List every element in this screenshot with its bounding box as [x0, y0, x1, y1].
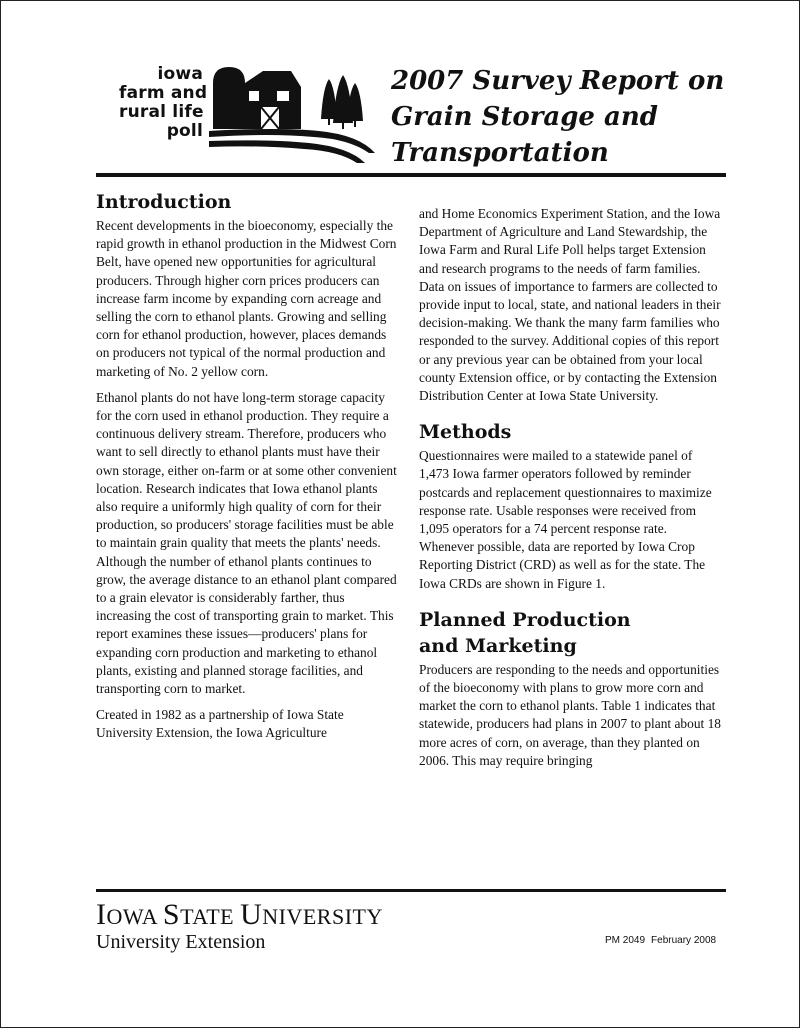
right-column — [419, 187, 722, 778]
farm-logo-icon — [209, 57, 379, 163]
report-title-line: Grain Storage and — [391, 102, 658, 132]
wordmark-part: OWA — [106, 904, 163, 929]
university-extension-label: University Extension — [96, 931, 266, 953]
poll-logo-line: farm and — [119, 83, 208, 103]
poll-logo-line: iowa — [157, 64, 203, 84]
poll-logo-text — [119, 64, 208, 141]
intro-paragraph: Ethanol plants do not have long-term storage capacity for the corn used in ethanol production. They require a continuous delivery stream. Therefore, producers who want to sell directly to ethanol plants must have their own storage, either on-farm or at some other convenient location. Research indicates that Iowa ethanol plants also require a uniformly high quality of corn for their production, so producers' storage facilities must be able to maintain grain quality that meets the plants' needs. Although the number of ethanol plants continues to grow, the average distance to an ethanol plant compared to a grain elevator is considerably farther, thus increasing the cost of transporting grain to market. This report examines these issues—producers' plans for expanding corn production and marketing to ethanol plants, existing and planned storage facilities, and transporting corn to market. — [96, 389, 397, 697]
publication-number: PM 2049 — [605, 935, 646, 946]
wordmark-part: U — [240, 898, 263, 931]
report-title-line: 2007 Survey Report on — [391, 66, 725, 96]
intro-paragraph: Recent developments in the bioeconomy, especially the rapid growth in ethanol production in the Midwest Corn Belt, have opened new opportunities for agricultural producers. Through higher corn prices producers can increase farm income by expanding corn acreage and selling the corn to ethanol plants. Growing and selling corn for ethanol production, however, places demands on producers not typical of the normal production and marketing of No. 2 yellow corn. — [96, 218, 397, 379]
university-wordmark — [96, 899, 383, 933]
intro-paragraph: Created in 1982 as a partnership of Iowa State University Extension, the Iowa Agriculture — [96, 707, 344, 741]
methods-paragraph: Questionnaires were mailed to a statewide panel of 1,473 Iowa farmer operators followed by reminder postcards and replacement questionnaires to maximize response rate. Usable responses were received from 1,095 operators for a 74 percent response rate. Whenever possible, data are reported by Iowa Crop Reporting District (CRD) as well as for the state. The Iowa CRDs are shown in Figure 1. — [419, 448, 712, 591]
wordmark-part: I — [96, 898, 107, 931]
methods-heading: Methods — [419, 421, 512, 444]
wordmark-part: S — [162, 898, 181, 931]
footer-divider — [96, 889, 726, 892]
publication-info — [605, 935, 716, 946]
left-column — [96, 187, 399, 751]
intro-continuation-paragraph: and Home Economics Experiment Station, and the Iowa Department of Agriculture and Land Stewardship, the Iowa Farm and Rural Life Poll helps target Extension and research programs to the needs of farm families. Data on issues of importance to farmers are collected to provide input to local, state, and national leaders in their decision-making. We thank the many farm families who responded to the survey. Additional copies of this report or any previous year can be obtained from your local county Extension office, or by contacting the Extension Distribution Center at Iowa State University. — [419, 206, 721, 404]
planned-heading-line: Planned Production — [419, 608, 631, 631]
poll-logo-line: rural life — [119, 102, 204, 122]
report-title — [391, 63, 731, 171]
planned-heading-line: and Marketing — [419, 634, 577, 657]
planned-production-heading — [419, 607, 722, 659]
poll-logo-line: poll — [166, 121, 203, 141]
planned-production-paragraph: Producers are responding to the needs and opportunities of the bioeconomy with plans to grow more corn and market the corn to ethanol plants. Table 1 indicates that statewide, producers had plans in 2007 to plant about 18 more acres of corn, on average, than they planted on 2006. This may require bringing — [419, 661, 721, 768]
report-title-line: Transportation — [391, 138, 609, 168]
wordmark-part: NIVERSITY — [262, 904, 383, 929]
introduction-heading: Introduction — [96, 191, 232, 213]
header-divider — [96, 173, 726, 177]
publication-date: February 2008 — [651, 935, 717, 946]
wordmark-part: TATE — [180, 904, 241, 929]
